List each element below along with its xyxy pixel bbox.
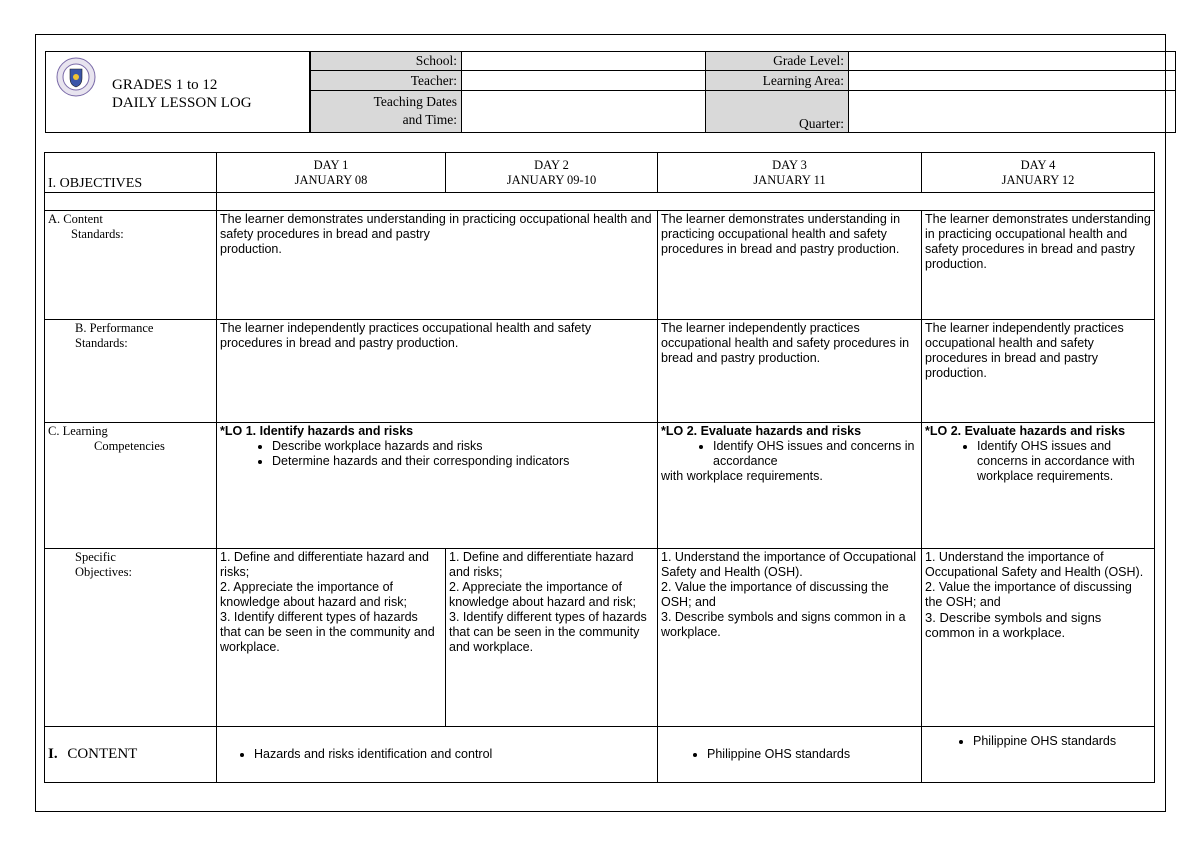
specific-objectives-label-a: Specific <box>75 550 116 564</box>
content-standards-label <box>45 211 217 320</box>
lo1-item: • Describe workplace hazards and risks <box>272 439 654 454</box>
specific-objectives-day1 <box>217 549 446 727</box>
objective-item: 3. Describe symbols and signs common in a workplace. <box>661 610 906 639</box>
day-2-date: JANUARY 09-10 <box>506 172 597 187</box>
logo-title-box <box>45 51 310 133</box>
day-3-date: JANUARY 11 <box>753 172 826 187</box>
title-line-1: GRADES 1 to 12 <box>112 77 218 93</box>
content-standards-day12 <box>217 211 658 320</box>
day-4-header <box>922 153 1155 193</box>
day-3-header <box>658 153 922 193</box>
objective-item: 1. Define and differentiate hazard and risks; <box>449 550 634 579</box>
lo1-list <box>220 439 654 469</box>
day-1-date: JANUARY 08 <box>294 172 368 187</box>
performance-standards-day4: The learner independently practices occupational health and safety procedures in bread and pastry production. <box>922 320 1155 423</box>
teacher-label: Teacher: <box>311 71 462 90</box>
objective-item: 3. Describe symbols and signs common in a workplace. <box>925 610 1102 640</box>
objective-item: 1. Understand the importance of Occupational Safety and Health (OSH). <box>925 550 1144 579</box>
school-label: School: <box>311 52 462 71</box>
lo2-title-day4: *LO 2. Evaluate hazards and risks <box>925 424 1126 438</box>
lesson-log-table <box>44 152 1155 783</box>
lo1-title: *LO 1. Identify hazards and risks <box>220 424 414 438</box>
grade-level-value[interactable] <box>849 52 1176 71</box>
objective-item: 1. Define and differentiate hazard and risks; <box>220 550 429 579</box>
performance-standards-label-b: Standards: <box>75 336 128 350</box>
learning-competencies-label-a: C. Learning <box>48 424 108 438</box>
content-standards-day4-end: production. <box>925 257 987 271</box>
content-day4 <box>922 727 1155 783</box>
performance-standards-day3: The learner independently practices occupational health and safety procedures in bread and pastry production. <box>658 320 922 423</box>
content-list-day4 <box>925 728 1151 749</box>
content-standards-label-b: Standards: <box>71 227 124 241</box>
header-block <box>45 51 1177 133</box>
quarter-label: Quarter: <box>706 90 849 132</box>
content-standards-day3: The learner demonstrates understanding in practicing occupational health and safety procedures in bread and pastry production. <box>658 211 922 320</box>
learning-area-value[interactable] <box>849 71 1176 90</box>
teaching-dates-label <box>311 90 462 132</box>
lo1-item: • Determine hazards and their corresponding indicators <box>272 454 654 469</box>
quarter-value[interactable] <box>849 90 1176 132</box>
content-label-text: CONTENT <box>67 746 138 762</box>
objective-item: 2. Value the importance of discussing the OSH; and <box>925 580 1132 609</box>
objective-item: 1. Understand the importance of Occupational Safety and Health (OSH). <box>661 550 917 579</box>
content-standards-day12-end: production. <box>220 242 282 256</box>
content-day3 <box>658 727 922 783</box>
content-item-day3: • Philippine OHS standards <box>707 747 918 762</box>
lo2-list-day3 <box>661 439 918 469</box>
learning-area-label: Learning Area: <box>706 71 849 90</box>
school-value[interactable] <box>462 52 706 71</box>
lo2-item-day4: • Identify OHS issues and concerns in accordance with workplace requirements. <box>977 439 1151 484</box>
teaching-dates-value[interactable] <box>462 90 706 132</box>
performance-standards-day12: The learner independently practices occupational health and safety procedures in bread and pastry production. <box>217 320 658 423</box>
objective-item: 2. Appreciate the importance of knowledge about hazard and risk; <box>220 580 407 609</box>
lo2-item-day3: • Identify OHS issues and concerns in accordance <box>713 439 918 469</box>
specific-objectives-day4 <box>922 549 1155 727</box>
objectives-heading: I. OBJECTIVES <box>45 153 217 193</box>
performance-standards-label <box>45 320 217 423</box>
content-label <box>45 727 217 783</box>
content-label-num: I. <box>48 746 58 762</box>
content-list-day12 <box>220 747 654 762</box>
day-2-header <box>446 153 658 193</box>
objective-item: 3. Identify different types of hazards that can be seen in the community and workplace. <box>449 610 647 654</box>
content-standards-label-a: A. Content <box>48 212 103 226</box>
teacher-value[interactable] <box>462 71 706 90</box>
specific-objectives-day2 <box>446 549 658 727</box>
day-1-header <box>217 153 446 193</box>
day-2-label: DAY 2 <box>534 157 569 172</box>
learning-competencies-day12 <box>217 423 658 549</box>
specific-objectives-label <box>45 549 217 727</box>
lo2-title-day3: *LO 2. Evaluate hazards and risks <box>661 424 862 438</box>
learning-competencies-label <box>45 423 217 549</box>
grade-level-label: Grade Level: <box>706 52 849 71</box>
title-line-2: DAILY LESSON LOG <box>112 95 252 111</box>
day-1-label: DAY 1 <box>313 157 349 172</box>
specific-objectives-day3 <box>658 549 922 727</box>
content-item-day12: • Hazards and risks identification and control <box>254 747 654 762</box>
learning-competencies-day3 <box>658 423 922 549</box>
content-item-day4: • Philippine OHS standards <box>973 734 1151 749</box>
learning-competencies-day4 <box>922 423 1155 549</box>
objective-item: 2. Value the importance of discussing the OSH; and <box>661 580 889 609</box>
performance-standards-label-a: B. Performance <box>75 321 154 335</box>
dates-label-line-2: and Time: <box>402 112 457 128</box>
content-standards-day12-text: The learner demonstrates understanding in practicing occupational health and safety procedures in bread and pastry <box>220 212 652 241</box>
deped-seal-icon <box>56 57 96 97</box>
content-standards-day4-text: The learner demonstrates understanding in practicing occupational health and safety procedures in bread and pastry <box>925 212 1151 256</box>
spacer-row <box>217 193 1155 211</box>
day-3-label: DAY 3 <box>772 157 807 172</box>
specific-objectives-label-b: Objectives: <box>75 565 132 579</box>
lo2-list-day4 <box>925 439 1151 484</box>
lo2-tail-day3: with workplace requirements. <box>661 469 823 483</box>
objective-item: 3. Identify different types of hazards that can be seen in the community and workplace. <box>220 610 435 654</box>
content-list-day3 <box>661 747 918 762</box>
dates-label-line-1: Teaching Dates <box>373 94 457 110</box>
learning-competencies-label-b: Competencies <box>94 439 165 453</box>
day-4-date: JANUARY 12 <box>1001 172 1075 187</box>
content-day12 <box>217 727 658 783</box>
objective-item: 2. Appreciate the importance of knowledge about hazard and risk; <box>449 580 636 609</box>
header-info-table <box>310 51 1176 133</box>
day-4-label: DAY 4 <box>1020 157 1056 172</box>
spacer-cell <box>45 193 217 211</box>
content-standards-day4 <box>922 211 1155 320</box>
